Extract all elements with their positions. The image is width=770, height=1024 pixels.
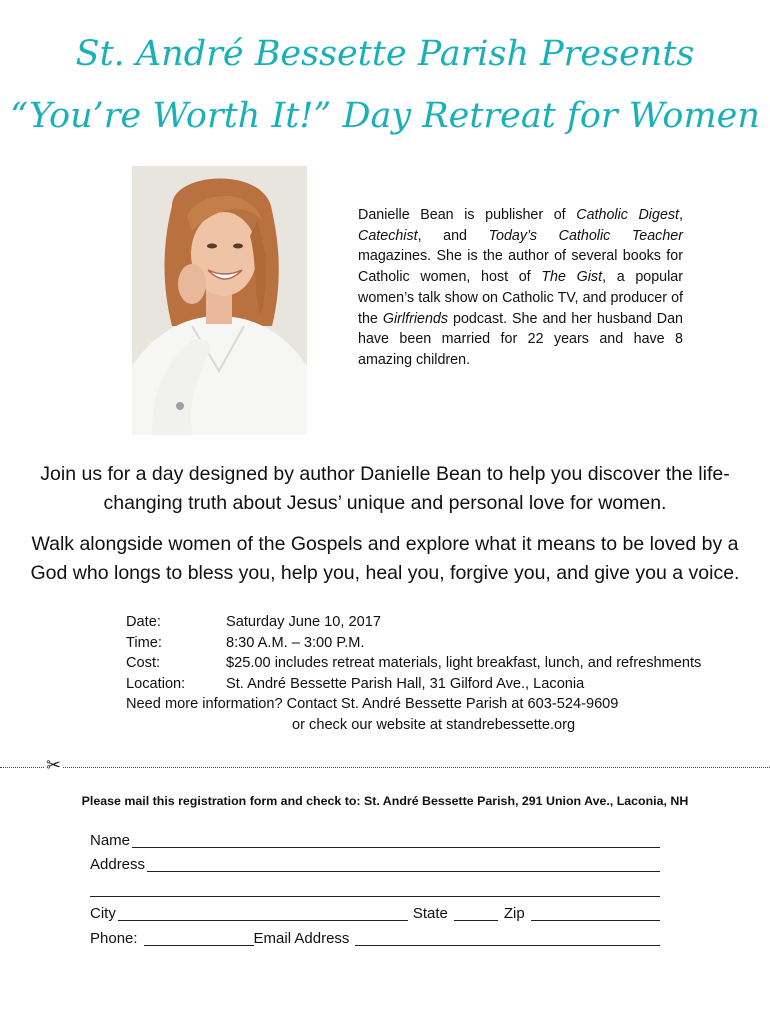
event-details: [126, 612, 701, 735]
address-blank[interactable]: [147, 855, 660, 872]
bio-publication: Catholic Digest: [576, 207, 680, 223]
registration-form: [90, 826, 660, 949]
bio-text: podcast. She and her husband Dan have been married for 22 years and have 8 amazing children.: [358, 310, 683, 368]
email-label: Email Address: [253, 929, 350, 947]
detail-row-cost: [126, 653, 701, 674]
address-line-2-blank[interactable]: [90, 880, 660, 897]
cost-label: Cost:: [126, 655, 161, 671]
state-label: State: [412, 905, 448, 922]
detail-row-time: [126, 633, 701, 654]
bio-text: magazines. She is the author of several books for Catholic women, host of: [358, 248, 683, 286]
title-line-2: “You’re Worth It!” Day Retreat for Women: [10, 96, 760, 136]
speaker-photo: [132, 166, 307, 435]
zip-blank[interactable]: [531, 904, 660, 921]
city-blank[interactable]: [118, 904, 408, 921]
date-value: Saturday June 10, 2017: [226, 614, 381, 630]
time-value: 8:30 A.M. – 3:00 P.M.: [226, 634, 365, 651]
location-label: Location:: [126, 675, 186, 692]
date-label: Date:: [126, 614, 161, 630]
mail-instructions: Please mail this registration form and check to: St. André Bessette Parish, 291 Union Ave., Laconia, NH: [81, 794, 689, 808]
speaker-bio: [358, 205, 683, 371]
location-value: St. André Bessette Parish Hall, 31 Gilford Ave., Laconia: [226, 675, 585, 692]
bio-podcast-title: Girlfriends: [382, 310, 449, 327]
phone-blank[interactable]: [144, 929, 254, 946]
form-row-address: [90, 851, 660, 876]
detail-row-date: [126, 612, 701, 633]
form-row-address-2: [90, 875, 660, 900]
cost-value: $25.00 includes retreat materials, light breakfast, lunch, and refreshments: [226, 655, 702, 671]
bio-publication: Today’s Catholic Teacher: [488, 227, 683, 244]
bio-text: ,: [679, 207, 683, 223]
scissors-icon: ✂: [46, 755, 62, 776]
form-row-city: [90, 900, 660, 925]
time-label: Time:: [126, 634, 162, 651]
form-row-name: [90, 826, 660, 851]
bio-publication: Catechist: [358, 227, 418, 244]
address-label: Address: [90, 856, 146, 873]
bio-text: , a popular women’s talk show on Catholic TV, and producer of the: [358, 269, 684, 327]
detail-row-location: [126, 674, 701, 695]
more-info-text: Need more information? Contact St. André Bessette Parish at 603-524-9609: [126, 696, 619, 712]
zip-label: Zip: [503, 905, 525, 922]
title-line-1: St. André Bessette Parish Presents: [75, 34, 695, 74]
intro-paragraph-1: Join us for a day designed by author Danielle Bean to help you discover the life-changing truth about Jesus’ unique and personal love for women.: [40, 463, 730, 514]
speaker-portrait-illustration: [132, 166, 307, 435]
bio-text: , and: [417, 227, 489, 244]
website-text: or check our website at standrebessette.org: [292, 716, 576, 733]
bio-show-title: The Gist: [541, 269, 603, 286]
name-blank[interactable]: [132, 831, 660, 848]
form-row-phone: [90, 924, 660, 949]
cut-line: [0, 767, 770, 768]
bio-text: Danielle Bean is publisher of: [358, 207, 577, 223]
intro-paragraph-2: Walk alongside women of the Gospels and explore what it means to be loved by a God who longs to bless you, help you, heal you, forgive you, and give you a voice.: [30, 533, 740, 584]
phone-label: Phone:: [90, 929, 138, 947]
state-blank[interactable]: [454, 904, 498, 921]
name-label: Name: [90, 831, 131, 849]
city-label: City: [90, 905, 116, 922]
email-blank[interactable]: [355, 929, 660, 946]
